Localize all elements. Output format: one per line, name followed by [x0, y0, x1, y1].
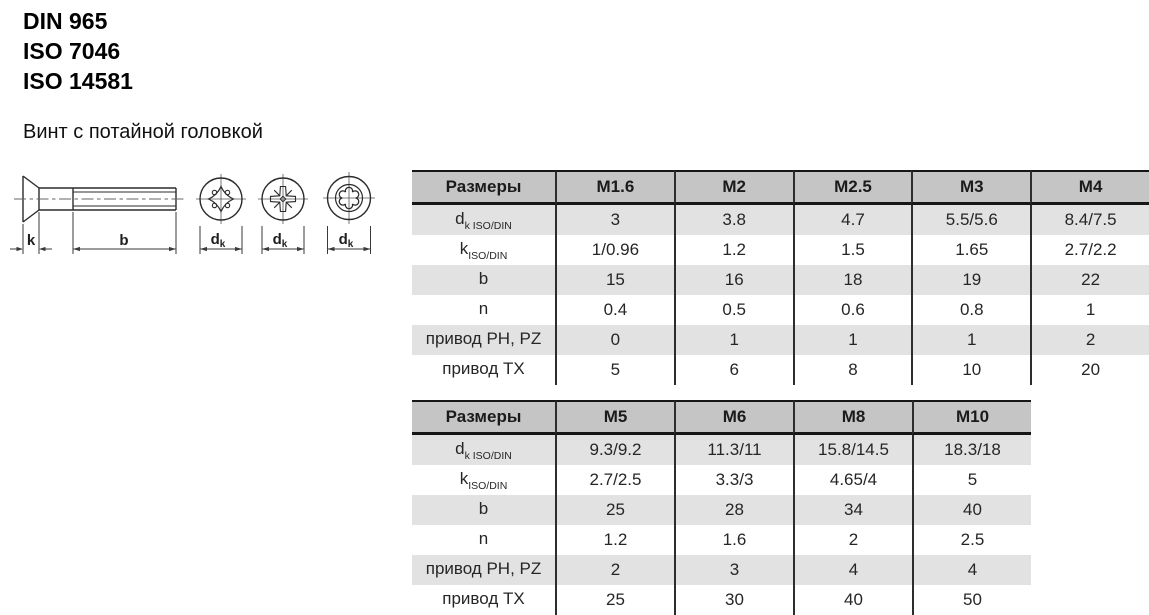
table-cell: 0.5 [674, 295, 793, 325]
pozidriv-recess-icon [258, 174, 308, 224]
table-cell: 5 [912, 465, 1031, 495]
table-row [412, 295, 1149, 325]
table-row [412, 525, 1031, 555]
table-row [412, 495, 1031, 525]
dimension-label-dk-tx: $d_k$ [338, 231, 354, 250]
table-cell: 2.7/2.5 [555, 465, 674, 495]
spec-table-m5-m10 [412, 400, 1031, 615]
column-header: M2.5 [793, 170, 912, 205]
table-cell: 25 [555, 585, 674, 615]
column-header: M10 [912, 400, 1031, 435]
row-label: n [412, 525, 555, 555]
table-cell: 4.65/4 [793, 465, 912, 495]
phillips-recess-icon [196, 174, 246, 224]
table-cell: 15 [555, 265, 674, 295]
spec-table-m1.6-m4 [412, 170, 1149, 385]
table-cell: 6 [674, 355, 793, 385]
row-label: $d_{k ISO/DIN}$ [412, 205, 555, 235]
standard-din: DIN 965 [23, 8, 108, 34]
row-label: $k_{ISO/DIN}$ [412, 465, 555, 495]
table-cell: 8 [793, 355, 912, 385]
row-label: привод PH, PZ [412, 325, 555, 355]
column-header: Размеры [412, 400, 555, 435]
table-cell: 2.5 [912, 525, 1031, 555]
table-row [412, 235, 1149, 265]
table-cell: 19 [911, 265, 1030, 295]
table-cell: 50 [912, 585, 1031, 615]
table-cell: 3.3/3 [674, 465, 793, 495]
torx-recess-icon [323, 172, 375, 224]
table-cell: 15.8/14.5 [793, 435, 912, 465]
row-label: $k_{ISO/DIN}$ [412, 235, 555, 265]
table-cell: 18 [793, 265, 912, 295]
table-cell: 3 [674, 555, 793, 585]
table-cell: 4 [912, 555, 1031, 585]
row-label: привод PH, PZ [412, 555, 555, 585]
standard-iso-1: ISO 7046 [23, 38, 121, 64]
table-row [412, 585, 1031, 615]
row-label: привод TX [412, 355, 555, 385]
table-cell: 4 [793, 555, 912, 585]
dimension-label-dk-pz: $d_k$ [272, 231, 288, 250]
row-label: привод TX [412, 585, 555, 615]
technical-drawing [0, 158, 410, 288]
table-header-row [412, 170, 1149, 205]
dimension-label-dk-ph: $d_k$ [210, 231, 226, 250]
table-cell: 1.5 [793, 235, 912, 265]
row-label: $d_{k ISO/DIN}$ [412, 435, 555, 465]
table-cell: 5 [555, 355, 674, 385]
table-cell: 11.3/11 [674, 435, 793, 465]
column-header: M4 [1030, 170, 1149, 205]
dimension-label-b: b [119, 232, 129, 249]
table-cell: 1.2 [555, 525, 674, 555]
table-cell: 8.4/7.5 [1030, 205, 1149, 235]
table-row [412, 465, 1031, 495]
table-cell: 1/0.96 [555, 235, 674, 265]
table-cell: 5.5/5.6 [911, 205, 1030, 235]
table-cell: 2 [555, 555, 674, 585]
table-cell: 0.6 [793, 295, 912, 325]
table-cell: 2.7/2.2 [1030, 235, 1149, 265]
table-row [412, 265, 1149, 295]
table-cell: 3.8 [674, 205, 793, 235]
dimension-label-k: k [26, 232, 36, 249]
table-cell: 22 [1030, 265, 1149, 295]
page-title: Винт с потайной головкой [23, 121, 263, 143]
table-cell: 34 [793, 495, 912, 525]
table-cell: 40 [912, 495, 1031, 525]
table-cell: 1.65 [911, 235, 1030, 265]
table-cell: 0.8 [911, 295, 1030, 325]
table-cell: 1.2 [674, 235, 793, 265]
column-header: M3 [911, 170, 1030, 205]
column-header: Размеры [412, 170, 555, 205]
column-header: M5 [555, 400, 674, 435]
table-row [412, 205, 1149, 235]
column-header: M1.6 [555, 170, 674, 205]
table-row [412, 355, 1149, 385]
row-label: n [412, 295, 555, 325]
row-label: b [412, 265, 555, 295]
table-cell: 30 [674, 585, 793, 615]
table-cell: 16 [674, 265, 793, 295]
table-cell: 1 [674, 325, 793, 355]
table-cell: 20 [1030, 355, 1149, 385]
table-cell: 1 [911, 325, 1030, 355]
standards-list [23, 6, 133, 96]
table-cell: 18.3/18 [912, 435, 1031, 465]
table-cell: 0.4 [555, 295, 674, 325]
column-header: M6 [674, 400, 793, 435]
table-cell: 4.7 [793, 205, 912, 235]
table-cell: 0 [555, 325, 674, 355]
table-row [412, 555, 1031, 585]
table-cell: 28 [674, 495, 793, 525]
table-cell: 1 [793, 325, 912, 355]
table-cell: 2 [1030, 325, 1149, 355]
table-row [412, 435, 1031, 465]
table-row [412, 325, 1149, 355]
table-cell: 3 [555, 205, 674, 235]
table-cell: 1 [1030, 295, 1149, 325]
standard-iso-2: ISO 14581 [23, 68, 133, 94]
table-cell: 9.3/9.2 [555, 435, 674, 465]
column-header: M2 [674, 170, 793, 205]
table-cell: 25 [555, 495, 674, 525]
table-cell: 40 [793, 585, 912, 615]
table-cell: 10 [911, 355, 1030, 385]
table-cell: 2 [793, 525, 912, 555]
row-label: b [412, 495, 555, 525]
column-header: M8 [793, 400, 912, 435]
table-cell: 1.6 [674, 525, 793, 555]
table-header-row [412, 400, 1031, 435]
